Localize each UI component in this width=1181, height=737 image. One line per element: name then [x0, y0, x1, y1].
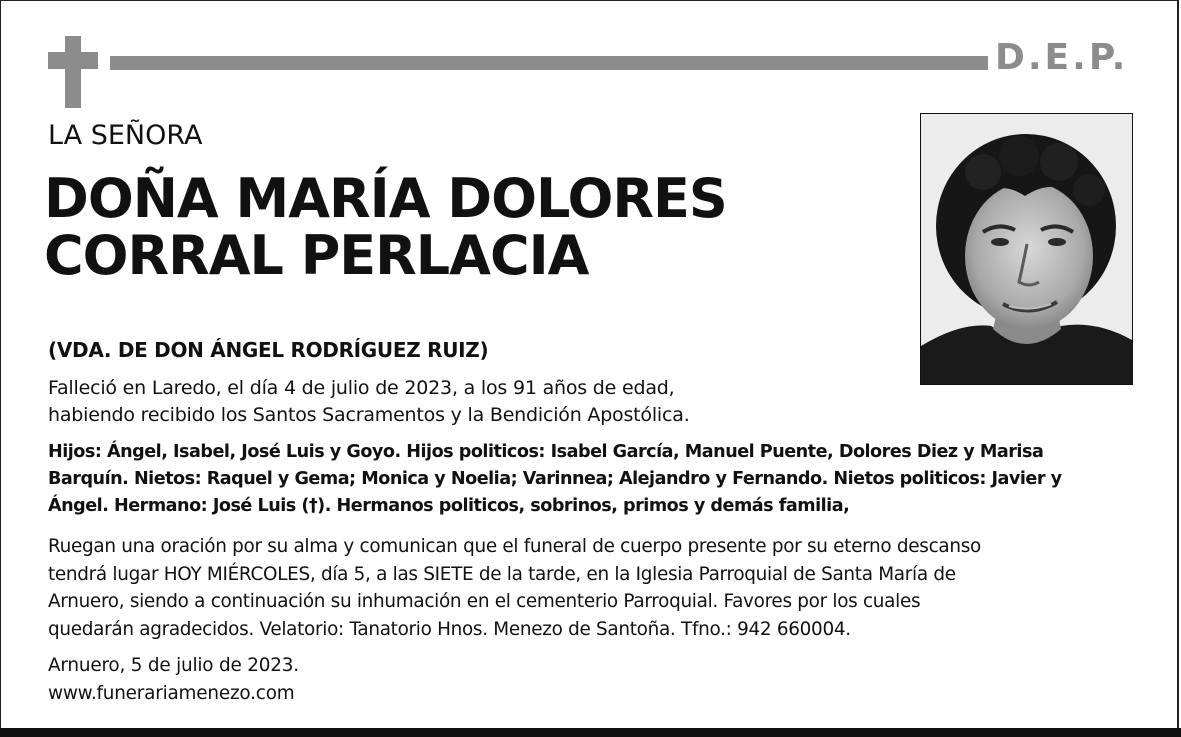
- bottom-border: [0, 728, 1181, 737]
- family-line: Barquín. Nietos: Raquel y Gema; Monica y Noelia; Varinnea; Alejandro y Fernando. Nietos politicos: Javier y: [48, 469, 1062, 489]
- death-line: Falleció en Laredo, el día 4 de julio de 2023, a los 91 años de edad,: [48, 377, 675, 399]
- portrait-photo: [920, 113, 1133, 385]
- portrait-illustration: [921, 114, 1132, 384]
- funeral-details: [48, 533, 1148, 643]
- place-date: Arnuero, 5 de julio de 2023.: [48, 655, 299, 676]
- family-line: Hijos: Ángel, Isabel, José Luis y Goyo. Hijos politicos: Isabel García, Manuel Puente, Dolores Diez y Marisa: [48, 442, 1044, 462]
- header-rule: [110, 56, 988, 70]
- website-link[interactable]: www.funerariamenezo.com: [48, 683, 295, 704]
- name-line: DOÑA MARÍA DOLORES: [44, 167, 727, 230]
- death-notice: [48, 375, 768, 429]
- name-line: CORRAL PERLACIA: [44, 224, 589, 287]
- dep-label: D.E.P.: [995, 37, 1129, 78]
- funeral-line: quedarán agradecidos. Velatorio: Tanatorio Hnos. Menezo de Santoña. Tfno.: 942 660004.: [48, 618, 851, 640]
- deceased-name: [44, 167, 727, 287]
- widow-note: (VDA. DE DON ÁNGEL RODRÍGUEZ RUIZ): [48, 338, 489, 362]
- cross-vertical: [65, 36, 81, 108]
- funeral-line: tendrá lugar HOY MIÉRCOLES, día 5, a las SIETE de la tarde, en la Iglesia Parroquial de Santa María de: [48, 563, 956, 585]
- family-list: [48, 439, 1148, 520]
- footer: [48, 652, 299, 708]
- death-line: habiendo recibido los Santos Sacramentos y la Bendición Apostólica.: [48, 404, 690, 426]
- family-line: Ángel. Hermano: José Luis (†). Hermanos politicos, sobrinos, primos y demás familia,: [48, 496, 850, 516]
- funeral-line: Ruegan una oración por su alma y comunican que el funeral de cuerpo presente por su eterno descanso: [48, 536, 981, 557]
- honorific: LA SEÑORA: [48, 120, 203, 151]
- funeral-line: Arnuero, siendo a continuación su inhumación en el cementerio Parroquial. Favores por los cuales: [48, 591, 921, 612]
- cross-horizontal: [48, 52, 98, 69]
